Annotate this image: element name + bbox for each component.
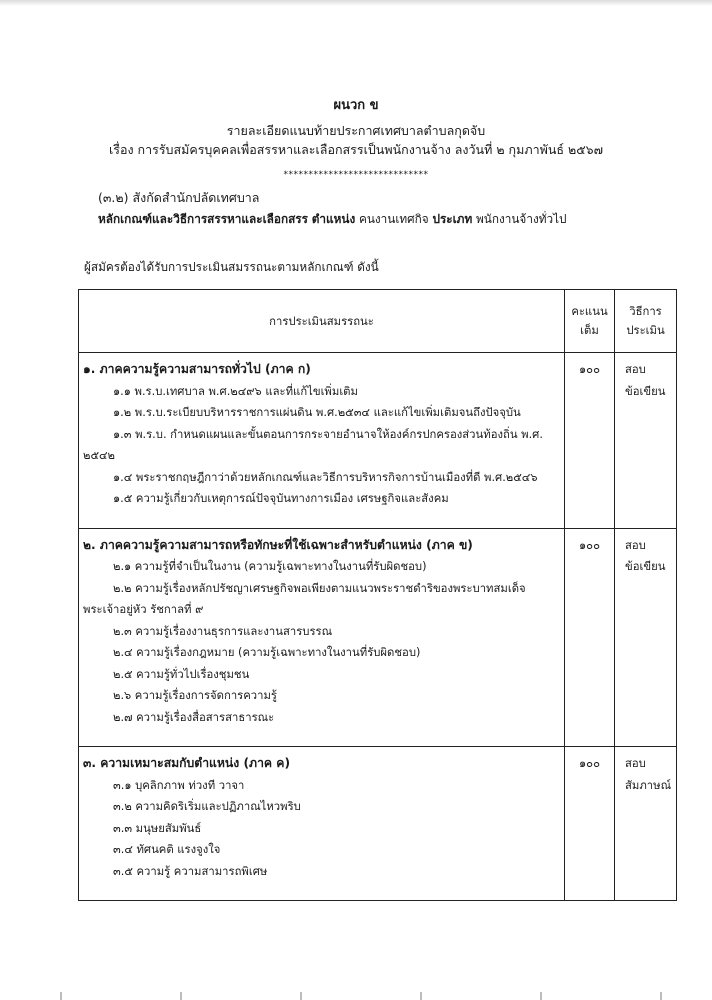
part-b-method-line2: ข้อเขียน <box>625 560 666 573</box>
list-item: ๓.๑ บุคลิกภาพ ท่วงที วาจา <box>113 778 245 792</box>
header-score <box>565 290 615 353</box>
part-a-method <box>615 353 677 529</box>
header-score-line1: คะแนน <box>571 305 608 318</box>
header-score-line2: เต็ม <box>580 324 599 337</box>
part-b-method-line1: สอบ <box>625 538 646 552</box>
section-heading: (๓.๒) สังกัดสำนักปลัดเทศบาล <box>98 190 260 205</box>
type-label: ประเภท <box>432 212 473 226</box>
list-item: ๒.๗ ความรู้เรื่องสื่อสารสาธารณะ <box>113 710 275 724</box>
criteria-label: หลักเกณฑ์และวิธีการสรรหาและเลือกสรร <box>98 212 308 226</box>
part-c-method-line1: สอบ <box>625 757 646 770</box>
list-item: ๑.๕ ความรู้เกี่ยวกับเหตุการณ์ปัจจุบันทางการเมือง เศรษฐกิจและสังคม <box>113 492 449 505</box>
list-item: ๑.๓ พ.ร.บ. กำหนดแผนและขั้นตอนการกระจายอำนาจให้องค์กรปกครองส่วนท้องถิ่น พ.ศ. ๒๕๔๒ <box>83 427 543 462</box>
assessment-table <box>78 289 677 901</box>
annex-title: ผนวก ข <box>333 98 379 113</box>
part-a-cell <box>79 353 565 529</box>
document-header <box>0 96 712 185</box>
list-item: ๒.๑ ความรู้ที่จำเป็นในงาน (ความรู้เฉพาะทางในงานที่รับผิดชอบ) <box>113 560 427 573</box>
intro-text: ผู้สมัครต้องได้รับการประเมินสมรรถนะตามหลักเกณฑ์ ดังนี้ <box>84 260 379 274</box>
list-item: ๒.๔ ความรู้เรื่องกฎหมาย (ความรู้เฉพาะทางในงานที่รับผิดชอบ) <box>113 646 421 659</box>
table-row <box>79 353 677 529</box>
position-label: ตำแหน่ง <box>311 212 356 226</box>
part-b-method <box>615 528 677 747</box>
part-c-score: ๑๐๐ <box>565 747 615 901</box>
header-assessment: การประเมินสมรรถนะ <box>79 290 565 353</box>
table-header-row <box>79 290 677 353</box>
part-c-method-line2: สัมภาษณ์ <box>625 778 672 792</box>
type-value: พนักงานจ้างทั่วไป <box>475 212 567 226</box>
part-b-title: ๒. ภาคความรู้ความสามารถหรือทักษะที่ใช้เฉพาะสำหรับตำแหน่ง (ภาค ข) <box>83 537 473 552</box>
part-a-score: ๑๐๐ <box>565 353 615 529</box>
list-item: ๑.๔ พระราชกฤษฎีกาว่าด้วยหลักเกณฑ์และวิธีการบริหารกิจการบ้านเมืองที่ดี พ.ศ.๒๕๔๖ <box>113 470 538 484</box>
list-item: ๓.๒ ความคิดริเริ่มและปฏิภาณไหวพริบ <box>113 800 301 813</box>
part-a-method-line1: สอบ <box>625 363 646 376</box>
header-method-line2: ประเมิน <box>626 324 665 337</box>
list-item: ๒.๒ ความรู้เรื่องหลักปรัชญาเศรษฐกิจพอเพียงตามแนวพระราชดำริของพระบาทสมเด็จพระเจ้าอยู่หัว รัชกาลที่ ๙ <box>83 581 526 616</box>
list-item: ๒.๖ ความรู้เรื่องการจัดการความรู้ <box>113 689 278 702</box>
position-value: คนงานเทศกิจ <box>358 212 429 226</box>
part-a-title: ๑. ภาคความรู้ความสามารถทั่วไป (ภาค ก) <box>83 362 311 376</box>
part-b-cell <box>79 528 565 747</box>
part-c-cell <box>79 747 565 901</box>
table-row <box>79 528 677 747</box>
list-item: ๒.๓ ความรู้เรื่องงานธุรการและงานสารบรรณ <box>113 624 333 638</box>
part-c-method <box>615 747 677 901</box>
header-method <box>615 290 677 353</box>
announcement-line: รายละเอียดแนบท้ายประกาศเทศบาลตำบลกุดจับ <box>226 123 486 138</box>
scan-bottom-marks <box>0 992 712 1000</box>
list-item: ๓.๓ มนุษยสัมพันธ์ <box>113 821 202 835</box>
part-c-title: ๓. ความเหมาะสมกับตำแหน่ง (ภาค ค) <box>83 756 291 770</box>
scan-edge-shadow <box>0 0 712 6</box>
list-item: ๓.๕ ความรู้ ความสามารถพิเศษ <box>113 864 268 878</box>
separator-stars: ***************************** <box>283 170 429 180</box>
table-row <box>79 747 677 901</box>
list-item: ๑.๑ พ.ร.บ.เทศบาล พ.ศ.๒๔๙๖ และที่แก้ไขเพิ่มเติม <box>113 384 358 398</box>
criteria-line <box>98 209 567 229</box>
list-item: ๒.๕ ความรู้ทั่วไปเรื่องชุมชน <box>113 667 250 681</box>
header-method-line1: วิธีการ <box>629 305 662 318</box>
list-item: ๑.๒ พ.ร.บ.ระเบียบบริหารราชการแผ่นดิน พ.ศ.๒๕๓๔ และแก้ไขเพิ่มเติมจนถึงปัจจุบัน <box>113 406 521 419</box>
subject-line: เรื่อง การรับสมัครบุคคลเพื่อสรรหาและเลือกสรรเป็นพนักงานจ้าง ลงวันที่ ๒ กุมภาพันธ์ ๒๕๖๗ <box>108 142 604 157</box>
part-b-score: ๑๐๐ <box>565 528 615 747</box>
list-item: ๓.๔ ทัศนคติ แรงจูงใจ <box>113 843 221 856</box>
part-a-method-line2: ข้อเขียน <box>625 384 666 398</box>
